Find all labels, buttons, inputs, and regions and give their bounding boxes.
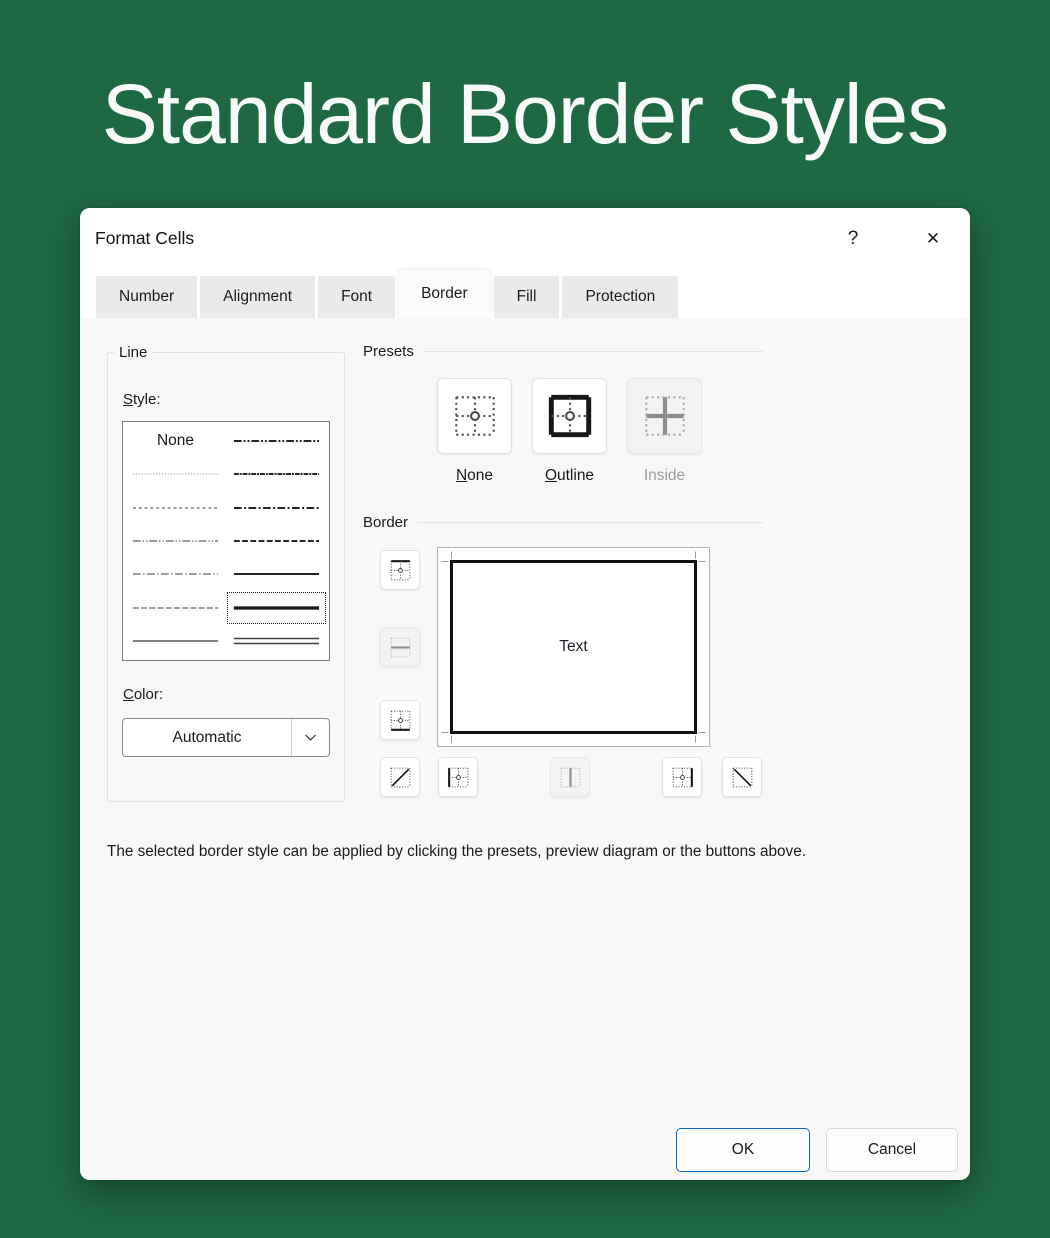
border-diagonal-down-button[interactable] xyxy=(722,757,762,797)
line-style-medium-dash-dot-dot[interactable] xyxy=(226,424,327,457)
line-style-double[interactable] xyxy=(226,625,327,658)
line-style-thin-solid[interactable] xyxy=(125,625,226,658)
presets-rule xyxy=(423,351,763,352)
line-style-hairline-dotted[interactable] xyxy=(125,457,226,490)
line-style-thick-solid[interactable] xyxy=(226,591,327,624)
line-sample-icon xyxy=(131,534,220,548)
border-middle-horizontal-icon xyxy=(387,634,414,661)
tab-fill[interactable]: Fill xyxy=(494,276,560,318)
description-text: The selected border style can be applied by clicking the presets, preview diagram or the buttons above. xyxy=(107,843,806,860)
presets-group-header xyxy=(363,343,763,360)
dialog-title: Format Cells xyxy=(95,228,195,248)
line-sample-icon xyxy=(131,601,220,615)
line-style-listbox xyxy=(122,421,330,661)
line-style-none[interactable] xyxy=(125,424,226,457)
line-sample-icon xyxy=(232,467,321,481)
line-sample-icon xyxy=(232,601,321,615)
border-left-button[interactable] xyxy=(438,757,478,797)
line-group xyxy=(107,344,345,802)
cancel-button[interactable]: Cancel xyxy=(826,1128,958,1172)
border-diagonal-up-button[interactable] xyxy=(380,757,420,797)
line-style-medium-dashed[interactable] xyxy=(226,524,327,557)
tab-number[interactable]: Number xyxy=(96,276,197,318)
border-top-button[interactable] xyxy=(380,550,420,590)
border-bottom-button[interactable] xyxy=(380,700,420,740)
border-right-icon xyxy=(669,764,696,791)
line-style-dash-dot[interactable] xyxy=(125,558,226,591)
preset-none-icon xyxy=(448,389,502,443)
border-group-header xyxy=(363,514,763,531)
preset-inside-label: Inside xyxy=(643,467,686,484)
border-rule xyxy=(417,522,763,523)
dialog-content xyxy=(80,318,970,1180)
preset-outline-icon xyxy=(543,389,597,443)
tab-alignment[interactable]: Alignment xyxy=(200,276,315,318)
border-legend: Border xyxy=(363,514,409,531)
preset-none-label: None xyxy=(455,467,494,484)
line-style-medium-solid[interactable] xyxy=(226,558,327,591)
line-style-dash-dot-dot[interactable] xyxy=(125,524,226,557)
preset-outline-button[interactable] xyxy=(532,378,607,454)
presets-row xyxy=(437,378,702,485)
line-sample-icon xyxy=(232,534,321,548)
border-left-icon xyxy=(445,764,472,791)
border-top-icon xyxy=(387,557,414,584)
style-label: Style: xyxy=(123,391,161,408)
close-icon[interactable]: ✕ xyxy=(916,222,950,256)
border-preview[interactable] xyxy=(437,547,710,747)
tab-protection[interactable]: Protection xyxy=(562,276,678,318)
tab-font[interactable]: Font xyxy=(318,276,395,318)
border-right-button[interactable] xyxy=(662,757,702,797)
preset-none xyxy=(437,378,512,485)
preset-inside xyxy=(627,378,702,485)
color-dropdown-value: Automatic xyxy=(172,728,242,746)
line-style-dotted[interactable] xyxy=(125,491,226,524)
color-dropdown[interactable] xyxy=(122,718,330,757)
line-style-dashed[interactable] xyxy=(125,591,226,624)
tab-strip xyxy=(96,270,678,318)
border-diagonal-down-icon xyxy=(729,764,756,791)
border-middle-vertical-icon xyxy=(557,764,584,791)
line-sample-icon xyxy=(232,501,321,515)
presets-legend: Presets xyxy=(363,343,414,360)
line-sample-icon xyxy=(131,634,220,648)
line-sample-icon xyxy=(131,467,220,481)
preset-outline-label: Outline xyxy=(544,467,595,484)
chevron-down-icon[interactable] xyxy=(291,719,329,756)
border-diagonal-up-icon xyxy=(387,764,414,791)
color-label: Color: xyxy=(123,686,164,703)
help-icon[interactable]: ? xyxy=(836,222,870,256)
preset-inside-icon xyxy=(638,389,692,443)
ok-button[interactable]: OK xyxy=(676,1128,810,1172)
page-title: Standard Border Styles xyxy=(101,67,949,161)
line-sample-icon xyxy=(232,567,321,581)
dialog-titlebar xyxy=(80,208,970,276)
border-middle-vertical-button xyxy=(550,757,590,797)
tab-border[interactable]: Border xyxy=(398,270,491,318)
preset-outline xyxy=(532,378,607,485)
line-sample-icon xyxy=(131,567,220,581)
border-middle-horizontal-button xyxy=(380,627,420,667)
border-bottom-icon xyxy=(387,707,414,734)
format-cells-dialog xyxy=(80,208,970,1180)
preset-inside-button xyxy=(627,378,702,454)
preview-text: Text xyxy=(559,638,588,655)
preset-none-button[interactable] xyxy=(437,378,512,454)
line-style-medium-dash-dot[interactable] xyxy=(226,491,327,524)
line-group-legend: Line xyxy=(119,344,148,361)
line-sample-icon xyxy=(232,434,321,448)
line-style-none-label: None xyxy=(156,431,195,449)
line-sample-icon xyxy=(131,501,220,515)
line-sample-icon xyxy=(232,634,321,648)
line-style-slant-dash-dot[interactable] xyxy=(226,457,327,490)
